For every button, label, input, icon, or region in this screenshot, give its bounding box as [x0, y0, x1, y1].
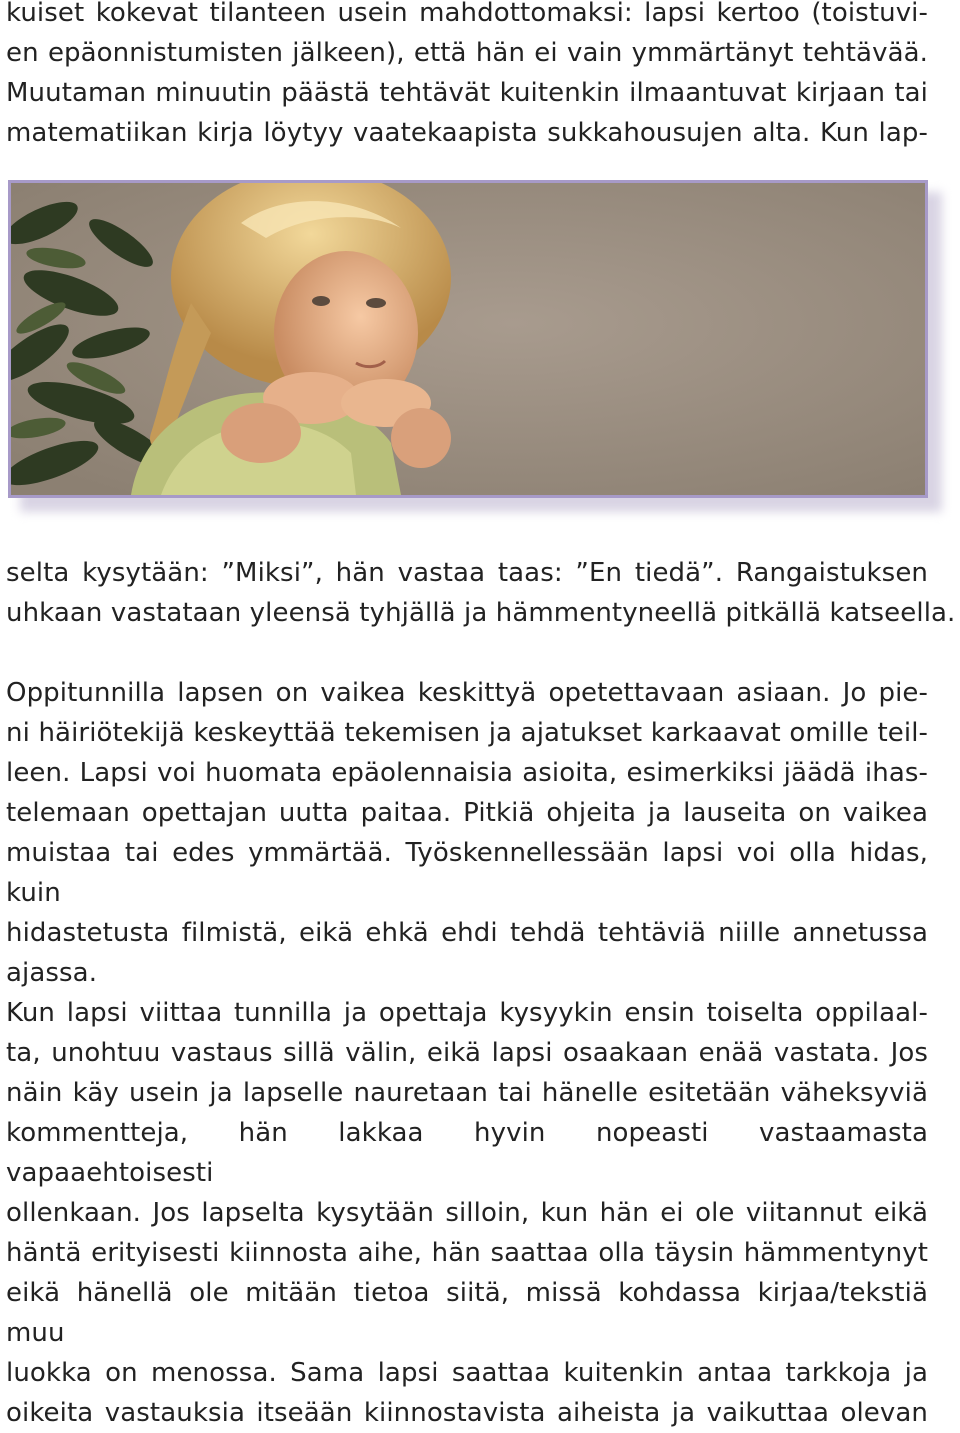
- text-line: näin käy usein ja lapselle nauretaan tai hänelle esitetään väheksyviä: [6, 1078, 928, 1108]
- text-line: Kun lapsi viittaa tunnilla ja opettaja kysyykin ensin toiselta oppilaal-: [6, 998, 928, 1028]
- paragraph-1-continued: [6, 0, 928, 153]
- paragraph-1-end: [6, 553, 956, 633]
- child-photo: [8, 180, 928, 498]
- child-illustration: [11, 183, 925, 495]
- text-line: muistaa tai edes ymmärtää. Työskennellessään lapsi voi olla hidas, kuin: [6, 838, 928, 908]
- text-line: hidastetusta filmistä, eikä ehkä ehdi tehdä tehtäviä niille annetussa: [6, 918, 928, 948]
- text-line: ajassa.: [6, 958, 98, 988]
- text-line: telemaan opettajan uutta paitaa. Pitkiä ohjeita ja lauseita on vaikea: [6, 798, 928, 828]
- text-line: kuiset kokevat tilanteen usein mahdottomaksi: lapsi kertoo (toistuvi-: [6, 0, 928, 28]
- text-line: kommentteja, hän lakkaa hyvin nopeasti vastaamasta vapaaehtoisesti: [6, 1118, 928, 1188]
- text-line: ta, unohtuu vastaus sillä välin, eikä lapsi osaakaan enää vastata. Jos: [6, 1038, 928, 1068]
- text-line: en epäonnistumisten jälkeen), että hän ei vain ymmärtänyt tehtävää.: [6, 38, 928, 68]
- text-line: häntä erityisesti kiinnosta aihe, hän saattaa olla täysin hämmentynyt: [6, 1238, 928, 1268]
- text-line: selta kysytään: ”Miksi”, hän vastaa taas: ”En tiedä”. Rangaistuksen: [6, 558, 928, 588]
- text-line: ni häiriötekijä keskeyttää tekemisen ja ajatukset karkaavat omille teil-: [6, 718, 928, 748]
- text-line: uhkaan vastataan yleensä tyhjällä ja hämmentyneellä pitkällä katseella.: [6, 598, 956, 628]
- paragraph-2: [6, 673, 928, 993]
- text-line: luokka on menossa. Sama lapsi saattaa kuitenkin antaa tarkkoja ja: [6, 1358, 928, 1388]
- text-line: oikeita vastauksia itseään kiinnostavista aiheista ja vaikuttaa olevan: [6, 1398, 928, 1428]
- paragraph-3: [6, 993, 928, 1433]
- text-line: eikä hänellä ole mitään tietoa siitä, missä kohdassa kirjaa/tekstiä muu: [6, 1278, 928, 1348]
- text-line: leen. Lapsi voi huomata epäolennaisia asioita, esimerkiksi jäädä ihas-: [6, 758, 928, 788]
- text-line: matematiikan kirja löytyy vaatekaapista sukkahousujen alta. Kun lap-: [6, 118, 928, 148]
- text-line: ollenkaan. Jos lapselta kysytään silloin, kun hän ei ole viitannut eikä: [6, 1198, 928, 1228]
- text-line: Oppitunnilla lapsen on vaikea keskittyä opetettavaan asiaan. Jo pie-: [6, 678, 928, 708]
- text-line: Muutaman minuutin päästä tehtävät kuitenkin ilmaantuvat kirjaan tai: [6, 78, 928, 108]
